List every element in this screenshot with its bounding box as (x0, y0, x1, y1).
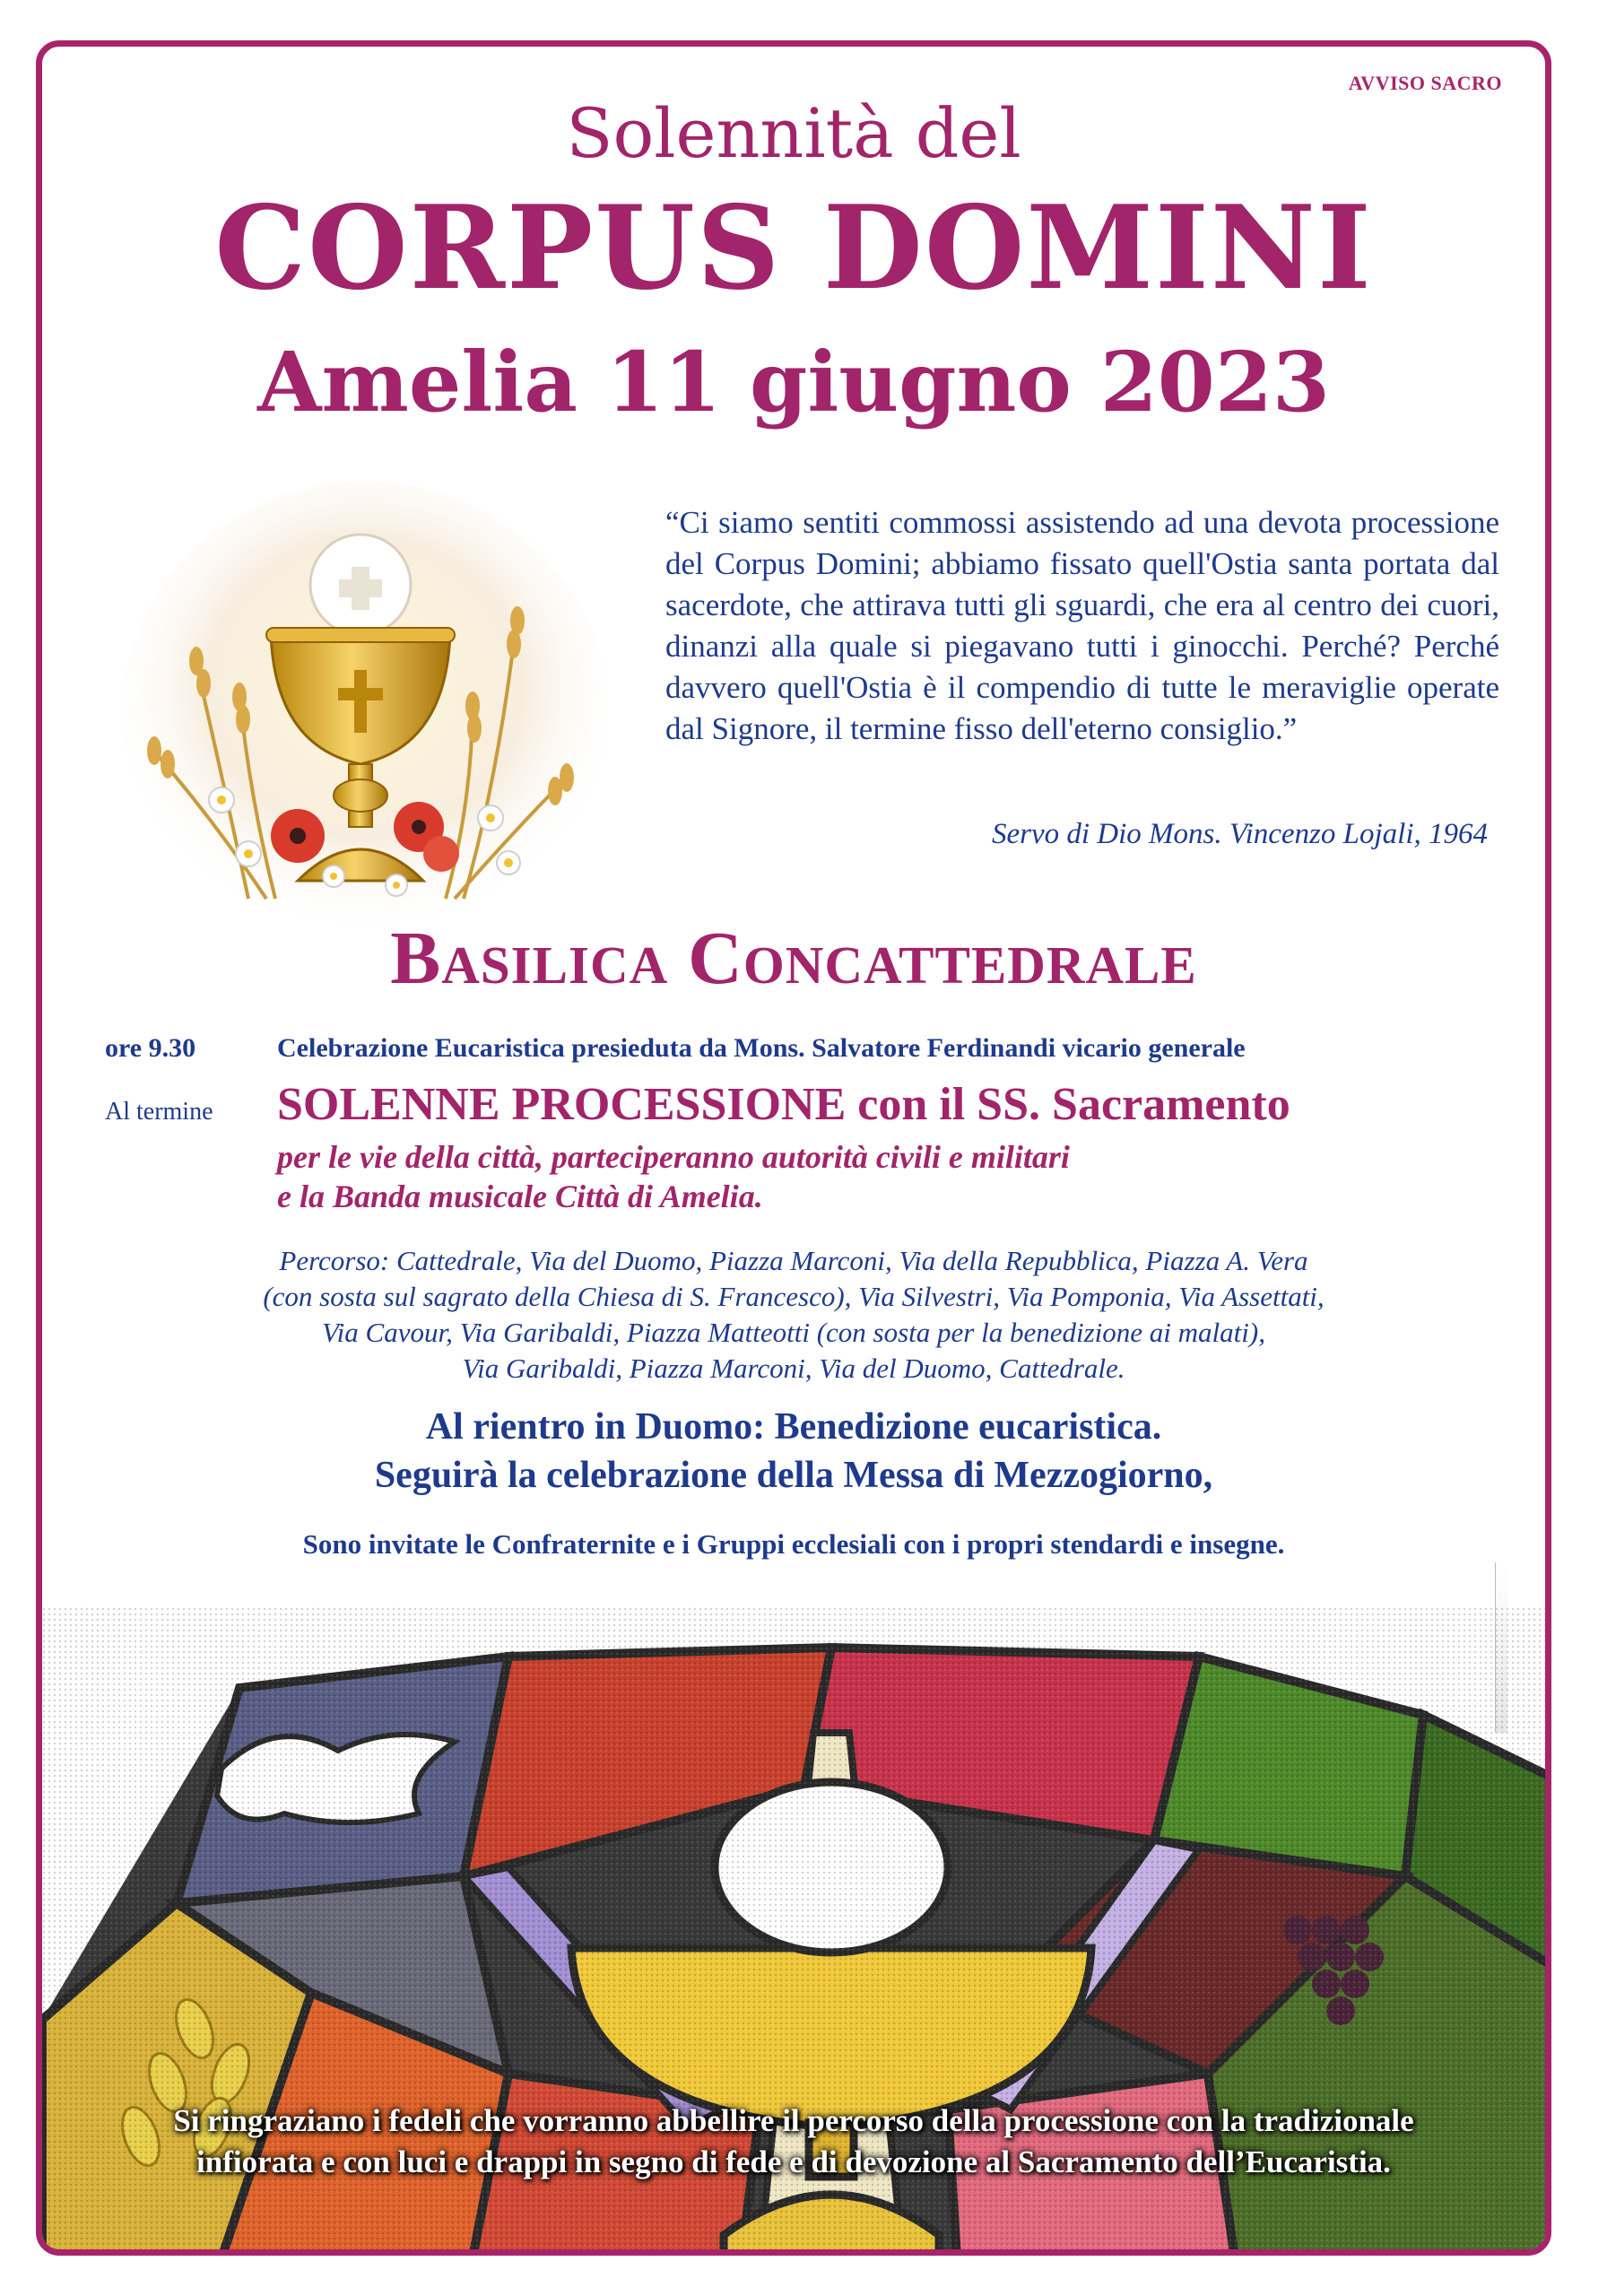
avviso-sacro-label: AVVISO SACRO (1348, 72, 1502, 94)
poster-frame (36, 40, 1551, 2256)
procession-line-1: per le vie della città, parteciperanno autorità civili e militari (277, 1139, 1070, 1175)
rientro-line-1: Al rientro in Duomo: Benedizione eucaristica. (425, 1406, 1162, 1448)
mass-celebration: Celebrazione Eucaristica presieduta da Mons. Salvatore Ferdinandi vicario generale (277, 1033, 1246, 1063)
quote-author: Servo di Dio Mons. Vincenzo Lojali, 1964 (991, 818, 1488, 850)
procession-line-2: e la Banda musicale Città di Amelia. (277, 1178, 763, 1214)
route-line-2: (con sosta sul sagrato della Chiesa di S. Francesco), Via Silvestri, Via Pomponia, Via Assettati, (263, 1281, 1325, 1312)
route-line-3: Via Cavour, Via Garibaldi, Piazza Matteotti (con sosta per la benedizione ai malati), (322, 1317, 1265, 1348)
route-line-4: Via Garibaldi, Piazza Marconi, Via del Duomo, Cattedrale. (462, 1352, 1125, 1384)
procession-details (277, 1137, 1070, 1216)
route-line-1: Percorso: Cattedrale, Via del Duomo, Piazza Marconi, Via della Repubblica, Piazza A. Vera (279, 1245, 1308, 1276)
solennita-heading: Solennità del (566, 93, 1021, 173)
chalice-illustration (114, 477, 616, 952)
invito-text: Sono invitate le Confraternite e i Gruppi ecclesiali con i propri stendardi e insegne. (302, 1528, 1285, 1560)
thanks-line-1: Si ringraziano i fedeli che vorranno abbellire il percorso della processione con la tradizionale (173, 2103, 1414, 2138)
procession-title: SOLENNE PROCESSIONE con il SS. Sacramento (277, 1079, 1290, 1130)
basilica-heading: Basilica Concattedrale (390, 917, 1197, 1000)
thanks-line-2: infiorata e con luci e drappi in segno di fede e di devozione al Sacramento dell’Eucaristia. (196, 2144, 1391, 2179)
mass-time: ore 9.30 (105, 1033, 196, 1063)
rientro-block (42, 1403, 1545, 1500)
quote-text: “Ci siamo sentiti commossi assistendo ad una devota processione del Corpus Domini; abbiamo fissato quell'Ostia santa portata dal sacerdote, che attirava tutti gli sguardi, che era al centro dei cuori, dinanzi alla quale si piegavano tutti i ginocchi. Perché? Perché davvero quell'Ostia è il compendio di tutte le meraviglie operate dal Signore, il termine fisso dell'eterno consiglio.” (665, 505, 1499, 746)
thanks-text (42, 2100, 1545, 2183)
rientro-line-2: Seguirà la celebrazione della Messa di Mezzogiorno, (374, 1455, 1213, 1496)
place-date-heading: Amelia 11 giugno 2023 (257, 334, 1330, 430)
al-termine-label: Al termine (105, 1098, 213, 1126)
procession-route (42, 1243, 1545, 1387)
corpus-domini-title: CORPUS DOMINI (214, 181, 1373, 316)
